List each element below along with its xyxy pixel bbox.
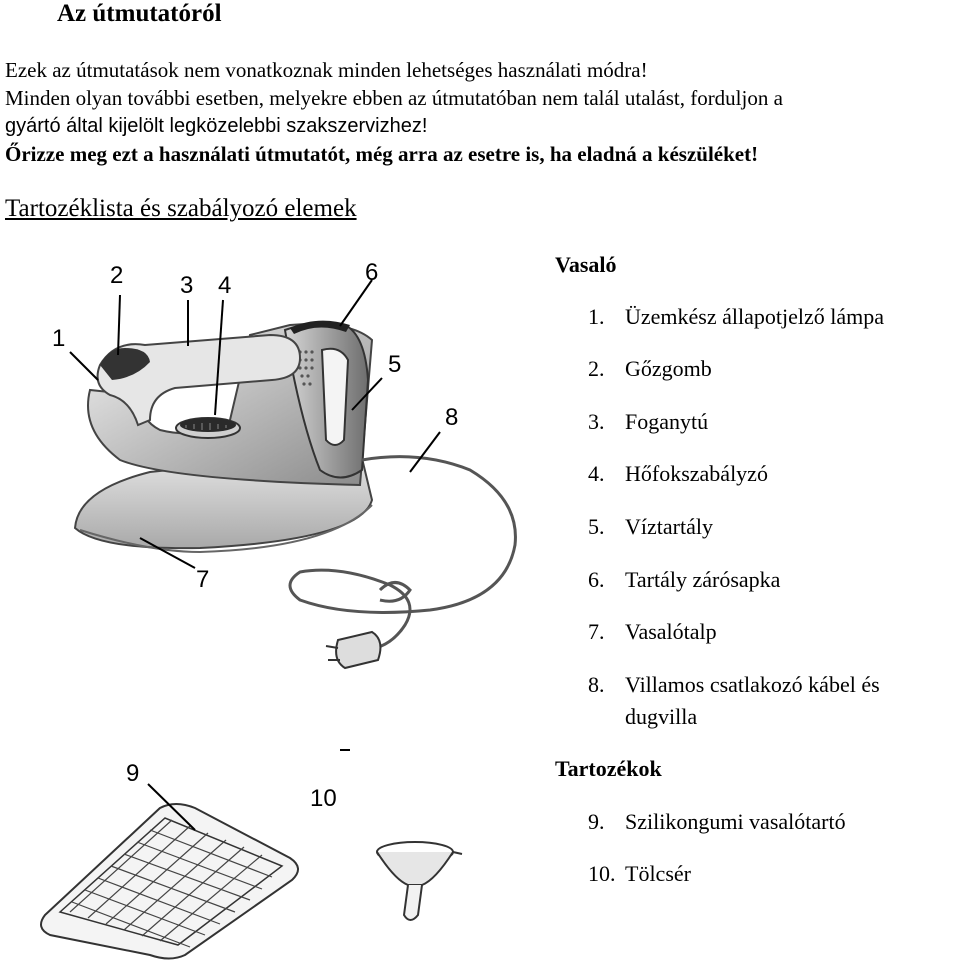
list-item: 4. Hőfokszabályzó	[588, 461, 768, 486]
group-title-accessories: Tartozékok	[555, 756, 662, 781]
callout-9: 9	[126, 760, 140, 787]
intro-line-1: Ezek az útmutatások nem vonatkoznak minden lehetséges használati módra!	[5, 58, 648, 82]
list-item: 2. Gőzgomb	[588, 356, 712, 381]
list-item: 1. Üzemkész állapotjelző lámpa	[588, 304, 884, 329]
callout-8: 8	[445, 404, 459, 431]
group-title-iron: Vasaló	[555, 252, 617, 277]
list-item: 6. Tartály zárósapka	[588, 567, 781, 592]
callout-3: 3	[180, 272, 194, 299]
callout-10: 10	[310, 785, 337, 812]
callout-2: 2	[110, 262, 124, 289]
list-item: 9. Szilikongumi vasalótartó	[588, 809, 846, 834]
silicone-iron-rest	[41, 804, 298, 959]
callout-1: 1	[52, 325, 66, 352]
callout-4: 4	[218, 272, 232, 299]
power-plug	[326, 632, 380, 668]
list-item: 8. Villamos csatlakozó kábel és	[588, 672, 880, 697]
page-heading: Az útmutatóról	[57, 0, 222, 27]
callout-6: 6	[365, 259, 379, 286]
list-item: 7. Vasalótalp	[588, 619, 717, 644]
callout-5: 5	[388, 351, 402, 378]
list-item: 5. Víztartály	[588, 514, 713, 539]
list-item: 3. Foganytú	[588, 409, 709, 434]
intro-line-2: Minden olyan további esetben, melyekre ebben az útmutatóban nem talál utalást, forduljon a	[5, 86, 783, 110]
temperature-dial	[176, 418, 240, 438]
list-item-continuation: dugvilla	[625, 704, 698, 729]
callout-7: 7	[196, 566, 210, 593]
keep-manual-warning: Őrizze meg ezt a használati útmutatót, még arra az esetre is, ha eladná a készüléket!	[5, 142, 759, 166]
funnel	[377, 842, 462, 920]
intro-line-3: gyártó által kijelölt legközelebbi szakszervizhez!	[5, 115, 428, 137]
section-title: Tartozéklista és szabályozó elemek	[5, 195, 357, 222]
list-item: 10. Tölcsér	[588, 861, 691, 886]
